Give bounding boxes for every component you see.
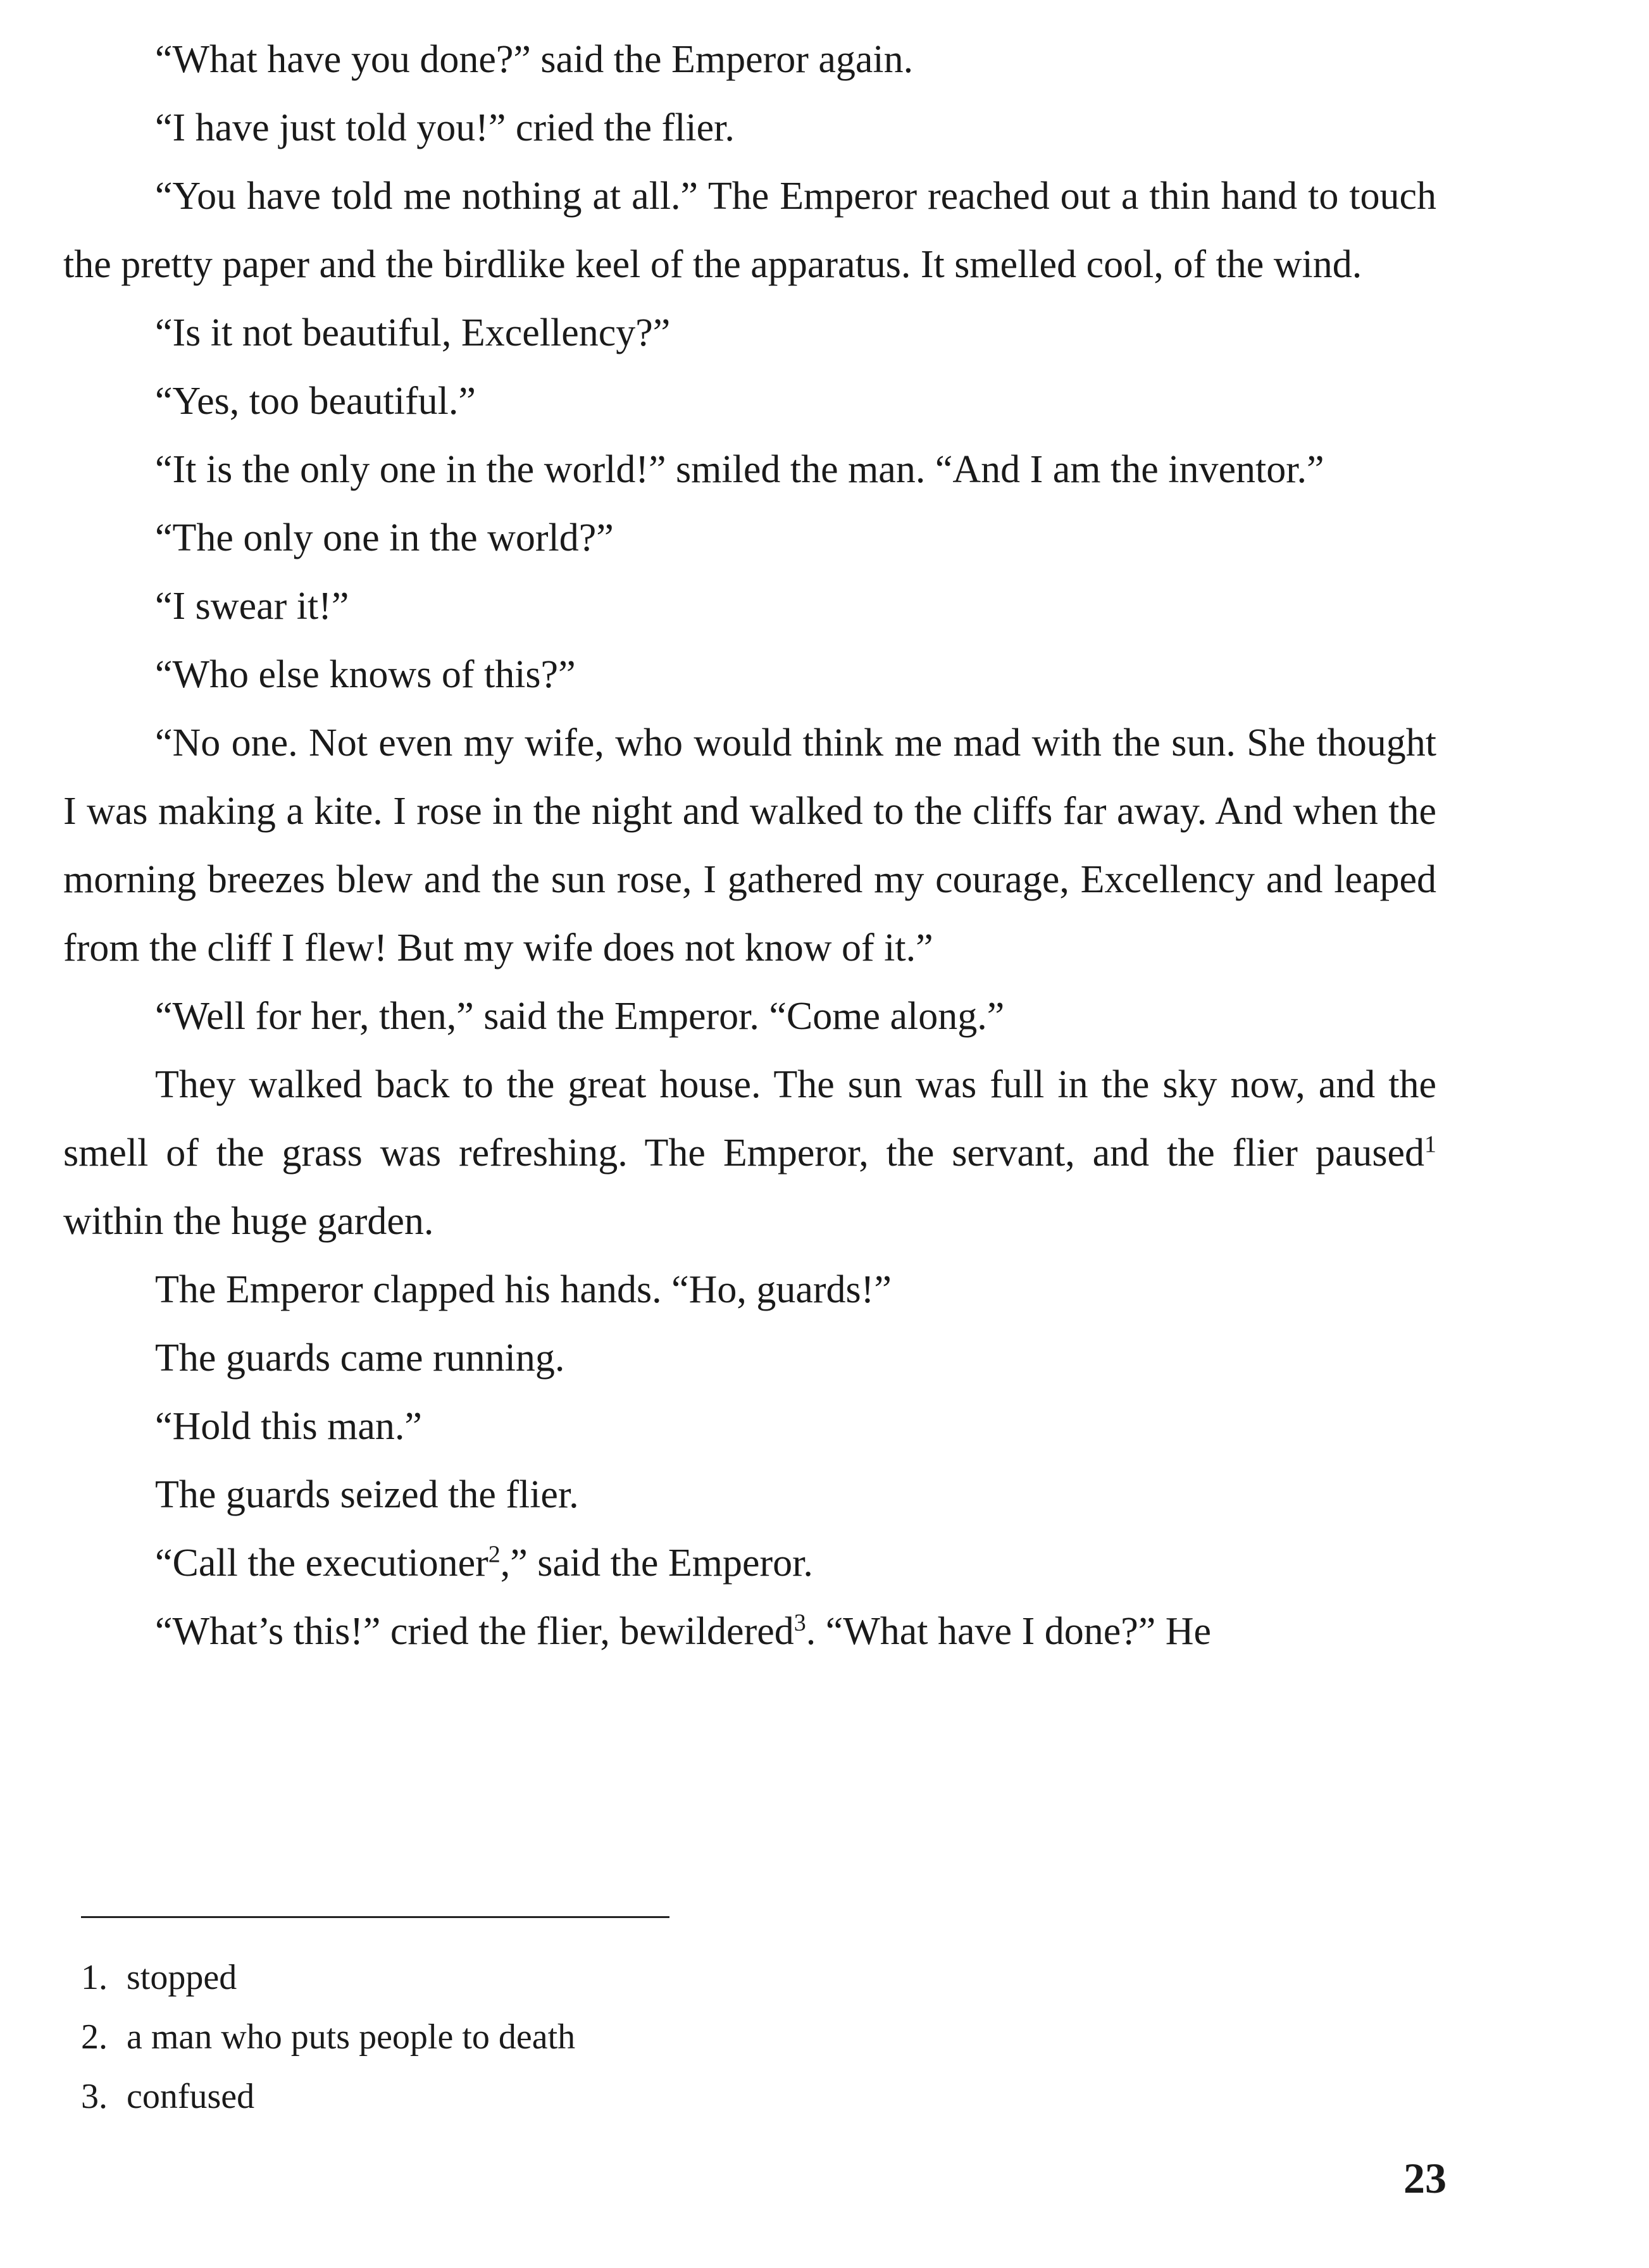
paragraph [63,640,1436,709]
paragraph-text: “What have you done?” said the Emperor again. [155,38,914,81]
footnote-ref: 2 [488,1541,501,1568]
paragraph [63,1461,1436,1529]
footnote-text: stopped [127,1958,237,1997]
footnote [81,2067,1347,2126]
paragraph-text: They walked back to the great house. The sun was full in the sky now, and the smell of the grass was refreshing. The Emperor, the servant, and the flier paused [63,1063,1436,1174]
footnote-text: a man who puts people to death [127,2017,576,2057]
paragraph-text: “Who else knows of this?” [155,653,576,696]
paragraph-text: The guards seized the flier. [155,1473,579,1516]
paragraph [63,367,1436,435]
paragraph-text: “What’s this!” cried the flier, bewildered [155,1610,794,1653]
paragraph [63,572,1436,640]
footnote [81,1948,1347,2007]
paragraph [63,1529,1436,1597]
paragraph-text: “It is the only one in the world!” smiled the man. “And I am the inventor.” [155,448,1324,491]
paragraph-text: ,” said the Emperor. [500,1542,813,1585]
paragraph-text: “I swear it!” [155,585,349,628]
paragraph [63,162,1436,299]
footnote [81,2007,1347,2067]
paragraph-text: The Emperor clapped his hands. “Ho, guards!” [155,1268,892,1311]
paragraph [63,709,1436,982]
paragraph-text: . “What have I done?” He [806,1610,1212,1653]
footnote-number: 3. [81,2077,108,2116]
footnote-divider [81,1916,669,1918]
paragraph-text: “Hold this man.” [155,1405,422,1448]
paragraph-text: “I have just told you!” cried the flier. [155,106,735,149]
paragraph-text: “Well for her, then,” said the Emperor. “Come along.” [155,995,1005,1038]
paragraph-text: The guards came running. [155,1336,565,1380]
paragraph-text: “Yes, too beautiful.” [155,380,476,423]
paragraph [63,1256,1436,1324]
paragraph-text: “Is it not beautiful, Excellency?” [155,311,671,354]
footnote-ref: 1 [1424,1131,1436,1158]
paragraph [63,94,1436,162]
paragraph [63,1324,1436,1392]
page-number: 23 [1403,2154,1447,2202]
paragraph [63,1392,1436,1461]
footnote-number: 1. [81,1958,108,1997]
paragraph-text: “You have told me nothing at all.” The Emperor reached out a thin hand to touch the pretty paper and the birdlike keel of the apparatus. It smelled cool, of the wind. [63,175,1436,286]
footnote-number: 2. [81,2017,108,2057]
story-text [63,25,1436,1666]
paragraph-text: “Call the executioner [155,1542,488,1585]
paragraph [63,1050,1436,1256]
paragraph [63,299,1436,367]
paragraph-text: within the huge garden. [63,1200,434,1243]
paragraph [63,1597,1436,1666]
paragraph-text: “The only one in the world?” [155,516,614,559]
paragraph [63,435,1436,504]
paragraph-text: “No one. Not even my wife, who would think me mad with the sun. She thought I was making a kite. I rose in the night and walked to the cliffs far away. And when the morning breezes blew and the sun rose, I gathered my courage, Excellency and leaped from the cliff I flew! But my wife does not know of it.” [63,721,1436,969]
paragraph [63,25,1436,94]
footnote-text: confused [127,2077,255,2116]
paragraph [63,504,1436,572]
footnotes [81,1948,1347,2126]
footnote-ref: 3 [793,1609,806,1636]
paragraph [63,982,1436,1050]
